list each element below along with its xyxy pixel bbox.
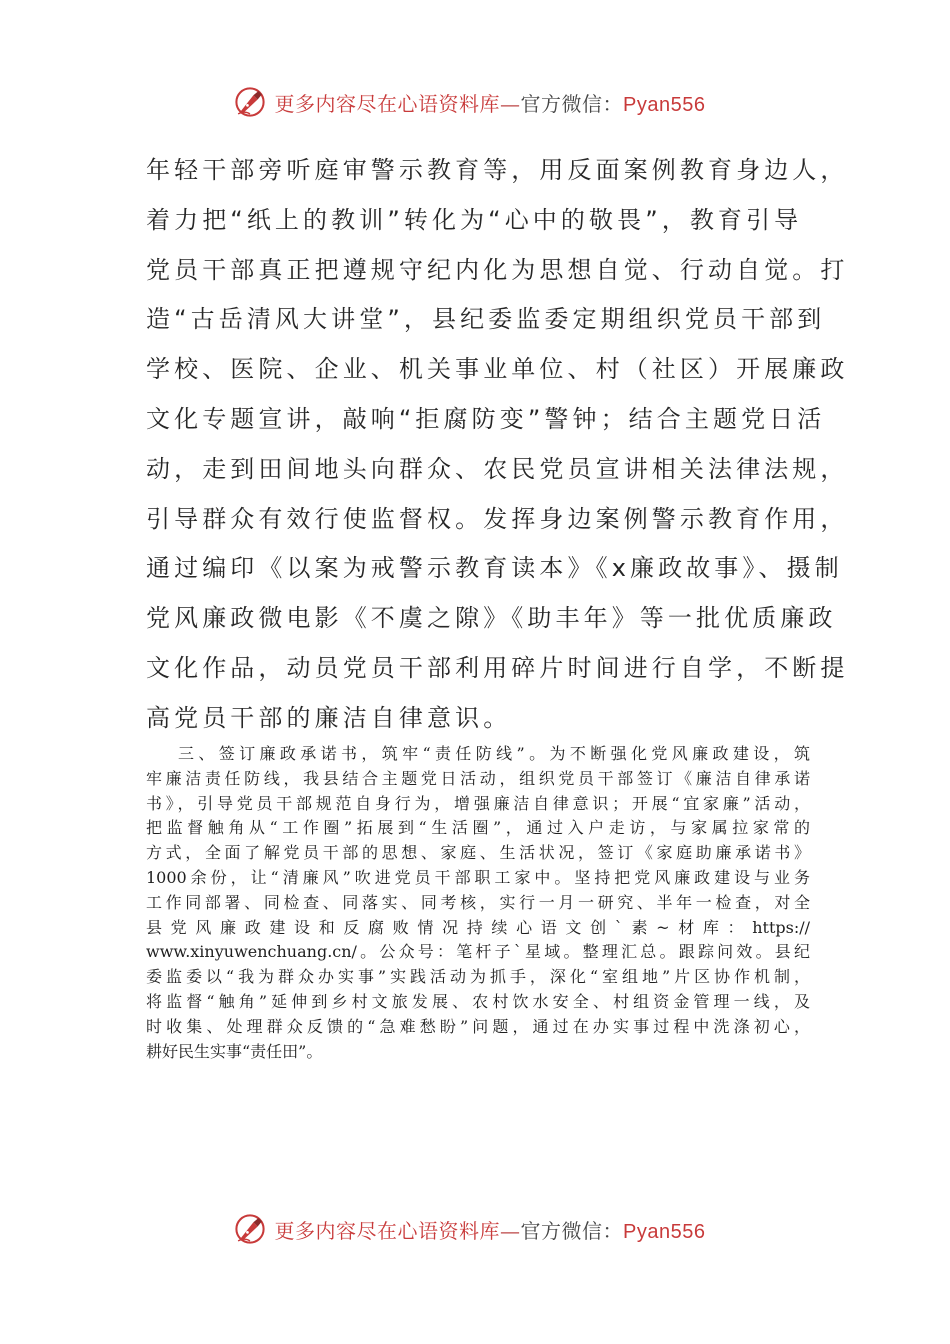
text-line: 牢廉洁责任防线，我县结合主题党日活动，组织党员干部签订《廉洁自律承诺 — [146, 768, 810, 788]
banner-wechat-label: 官方微信： — [520, 91, 624, 116]
text-line: 时收集、处理群众反馈的“急难愁盼”问题，通过在办实事过程中洗涤初心， — [146, 1016, 810, 1036]
banner-main-text: 更多内容尽在心语资料库 — [274, 91, 501, 116]
text-line: 书》，引导党员干部规范自身行为，增强廉洁自律意识；开展“宜家廉”活动， — [146, 793, 810, 813]
footer-banner-content — [233, 1212, 706, 1246]
text-line: 文化专题宣讲，敲响“拒腐防变”警钟；结合主题党日活 — [146, 404, 826, 433]
text-line: 通过编印《以案为戒警示教育读本》《x廉政故事》、摄制 — [146, 554, 843, 583]
header-banner — [0, 82, 950, 122]
text-line: 1000余份，让“清廉风”吹进党员干部职工家中。坚持把党风廉政建设与业务 — [146, 867, 810, 887]
text-line: 党员干部真正把遵规守纪内化为思想自觉、行动自觉。打 — [146, 255, 849, 284]
text-line: 将监督“触角”延伸到乡村文旅发展、农村饮水安全、村组资金管理一线，及 — [146, 991, 810, 1011]
text-line: 方式，全面了解党员干部的思想、家庭、生活状况，签订《家庭助廉承诺书》 — [146, 843, 810, 863]
text-line: 工作同部署、同检查、同落实、同考核，实行一月一研究、半年一检查，对全 — [146, 892, 810, 912]
text-line: 学校、医院、企业、机关事业单位、村（社区）开展廉政 — [146, 355, 849, 384]
banner-wechat-id: Pyan556 — [623, 93, 706, 116]
banner-dash: — — [500, 91, 521, 116]
banner-wechat-label: 官方微信： — [520, 1218, 624, 1243]
text-line: 委监委以“我为群众办实事”实践活动为抓手，深化“室组地”片区协作机制， — [146, 967, 810, 987]
text-line: 文化作品，动员党员干部利用碎片时间进行自学，不断提 — [146, 653, 849, 682]
header-banner-content — [233, 85, 706, 119]
text-line: 着力把“纸上的教训”转化为“心中的敬畏”，教育引导 — [146, 205, 803, 234]
text-line: 县党风廉政建设和反腐败情况持续心语文创`素~材库：https:// — [146, 917, 810, 937]
text-line: 年轻干部旁听庭审警示教育等，用反面案例教育身边人， — [146, 156, 849, 184]
text-line: 引导群众有效行使监督权。发挥身边案例警示教育作用， — [146, 504, 849, 533]
pen-nib-logo-icon — [233, 85, 267, 119]
banner-wechat-id: Pyan556 — [623, 1220, 706, 1243]
text-line: 造“古岳清风大讲堂”，县纪委监委定期组织党员干部到 — [146, 305, 826, 334]
body-paragraph-small — [146, 742, 810, 1064]
text-line: 党风廉政微电影《不虞之隙》《助丰年》等一批优质廉政 — [146, 604, 837, 633]
text-line: 把监督触角从“工作圈”拓展到“生活圈”，通过入户走访，与家属拉家常的 — [146, 818, 810, 838]
banner-main-text: 更多内容尽在心语资料库 — [274, 1218, 501, 1243]
footer-banner — [0, 1209, 950, 1249]
text-line: www.xinyuwenchuang.cn/。公众号：笔杆子`星域。整理汇总。跟踪问效。县纪 — [146, 942, 810, 962]
text-line: 高党员干部的廉洁自律意识。 — [146, 703, 512, 732]
header-banner-text — [275, 88, 706, 117]
text-line: 耕好民生实事“责任田”。 — [146, 1041, 323, 1061]
banner-dash: — — [500, 1218, 521, 1243]
body-paragraph-large — [146, 146, 849, 744]
text-line: 动，走到田间地头向群众、农民党员宣讲相关法律法规， — [146, 454, 849, 483]
text-line: 三、签订廉政承诺书，筑牢“责任防线”。为不断强化党风廉政建设，筑 — [178, 744, 810, 763]
footer-banner-text — [275, 1215, 706, 1244]
pen-nib-logo-icon — [233, 1212, 267, 1246]
